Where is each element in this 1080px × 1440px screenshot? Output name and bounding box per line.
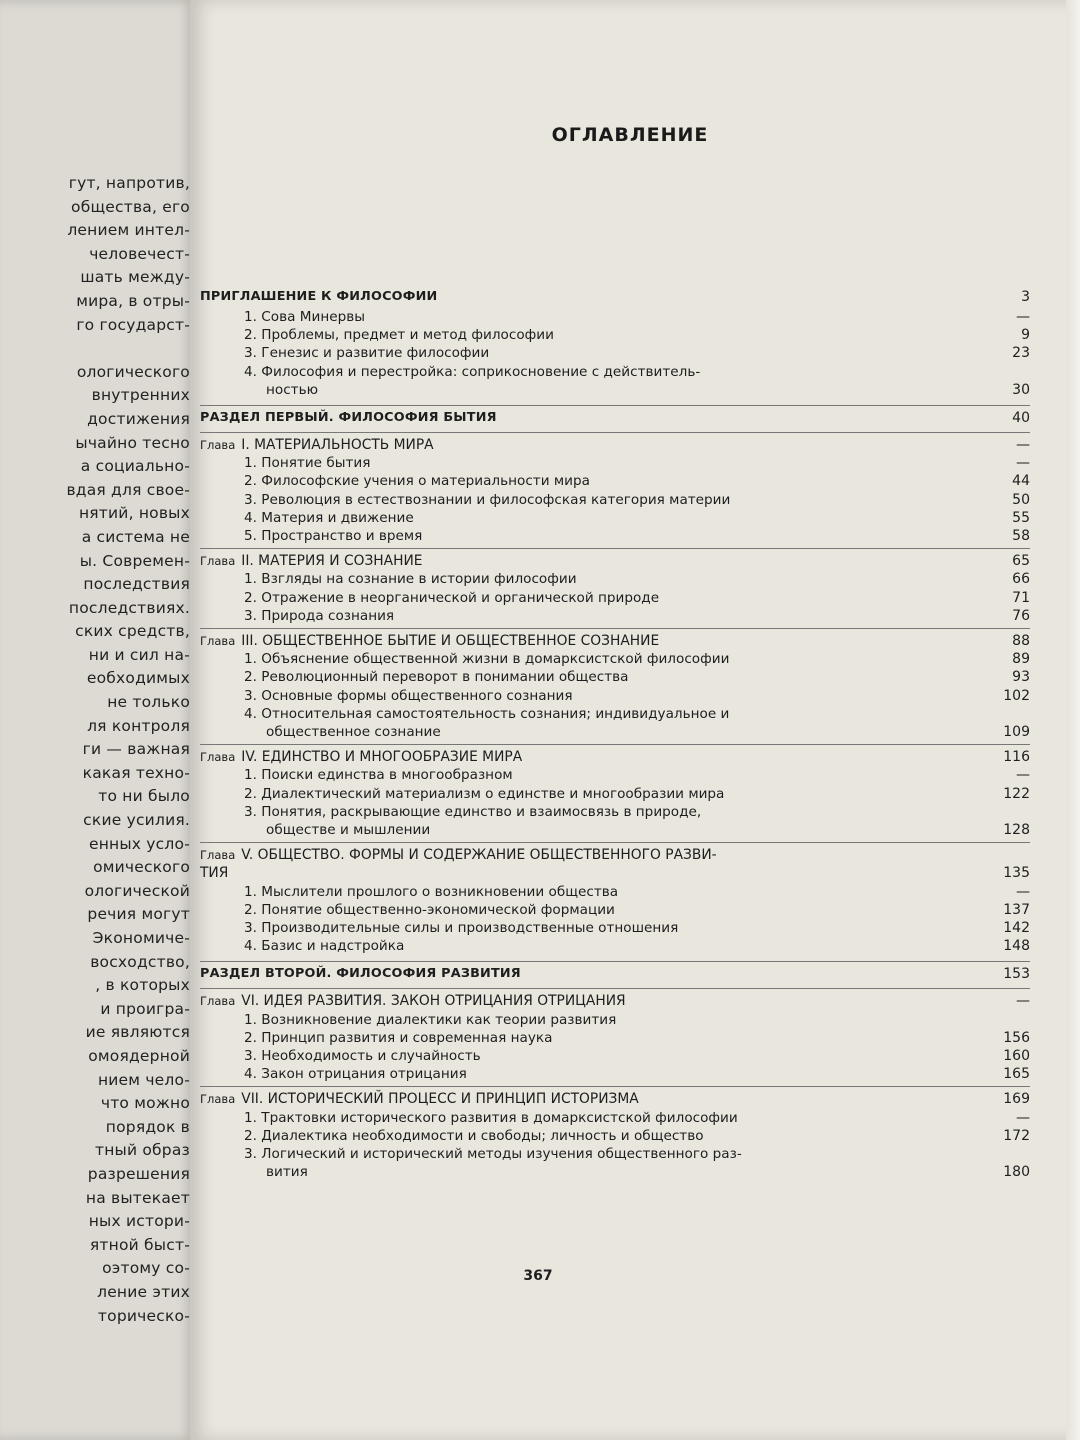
chapter-title-text: V. ОБЩЕСТВО. ФОРМЫ И СОДЕРЖАНИЕ ОБЩЕСТВЕННОГО РАЗВИ- (241, 847, 717, 864)
toc-page-number: 142 (1003, 920, 1030, 936)
left-page-line: внутренних (91, 386, 190, 405)
toc-entry-text: 1. Поиски единства в многообразном (244, 767, 513, 784)
toc-page-number: — (1016, 993, 1030, 1010)
toc-page-number: 128 (1003, 822, 1030, 838)
left-page-line: ские усилия. (83, 811, 190, 830)
left-page-line: разрешения (87, 1164, 190, 1183)
left-page-line (0, 337, 196, 361)
toc-part-row (200, 965, 1030, 983)
toc-section-row (200, 381, 1030, 399)
toc-section-row (200, 1163, 1030, 1181)
left-page-line: ских средств, (75, 622, 190, 641)
toc-page-number: — (1016, 1109, 1030, 1126)
toc-section-row (200, 527, 1030, 545)
right-page (190, 0, 1080, 1440)
toc-section-row (200, 937, 1030, 955)
toc-entry-text: 2. Проблемы, предмет и метод философии (244, 327, 554, 344)
toc-page-number: 148 (1003, 938, 1030, 955)
toc-entry-text: 1. Трактовки исторического развития в домарксистской философии (244, 1109, 738, 1126)
toc-entry-text: 3. Понятия, раскрывающие единство и взаимосвязь в природе, (244, 803, 702, 820)
page-number: 367 (523, 1268, 553, 1284)
left-page-line: ологической (84, 881, 190, 900)
toc-entry-text: ПРИГЛАШЕНИЕ К ФИЛОСОФИИ (200, 289, 438, 304)
left-page-line: последствиях. (68, 598, 190, 617)
left-page-line: восходство, (90, 952, 190, 971)
toc-chapter-row (200, 864, 1030, 882)
toc-entry-text: общественное сознание (266, 724, 441, 740)
left-page-line: нием чело- (97, 1070, 190, 1089)
page-edge (1066, 0, 1080, 1440)
toc-entry-text: 1. Взгляды на сознание в истории философии (244, 571, 577, 588)
toc-entry-text: 3. Производительные силы и производственные отношения (244, 920, 679, 936)
toc-page-number: — (1016, 883, 1030, 900)
left-page-line: торическо- (97, 1306, 190, 1325)
toc-entry-text: 4. Относительная самостоятельность сознания; индивидуальное и (244, 705, 730, 722)
toc-page-number: 172 (1003, 1127, 1030, 1144)
toc-page-number: 109 (1003, 724, 1030, 740)
left-page-text (0, 172, 196, 1328)
toc-section-row (200, 454, 1030, 472)
toc-page-number: — (1016, 437, 1030, 453)
toc-page-number: 58 (1012, 528, 1030, 544)
toc-entry-text: 2. Философские учения о материальности мира (244, 473, 590, 490)
toc-entry-text: РАЗДЕЛ ВТОРОЙ. ФИЛОСОФИЯ РАЗВИТИЯ (200, 966, 521, 982)
toc-page-number: 55 (1012, 509, 1030, 526)
toc-chapter-title (200, 846, 717, 864)
left-page-line: на вытекает (85, 1188, 190, 1207)
toc-section-row (200, 668, 1030, 686)
chapter-prefix: Глава (200, 634, 236, 648)
toc-page-number: 50 (1012, 491, 1030, 508)
toc-entry-text: 3. Логический и исторический методы изучения общественного раз- (244, 1146, 742, 1162)
toc-entry-text: 3. Генезис и развитие философии (244, 345, 490, 362)
left-page-line: лением интел- (67, 221, 190, 240)
toc-page-number: 65 (1012, 553, 1030, 570)
toc-separator (200, 988, 1030, 989)
left-page-line: речия могут (87, 905, 190, 924)
toc-entry-text: вития (266, 1164, 308, 1181)
toc-separator (200, 961, 1030, 962)
toc-section-row (200, 650, 1030, 668)
left-page-line: ятной быст- (89, 1235, 190, 1254)
toc-section-row (200, 883, 1030, 901)
toc-page-number: 137 (1003, 901, 1030, 918)
toc-section-row (200, 509, 1030, 527)
left-page-line: ля контроля (87, 716, 190, 735)
toc-page-number: 169 (1003, 1091, 1030, 1108)
toc-section-row (200, 919, 1030, 937)
toc-entry-text: 2. Принцип развития и современная наука (244, 1029, 553, 1046)
toc-page-number: 40 (1012, 410, 1030, 426)
chapter-prefix: Глава (200, 554, 236, 569)
toc-page-number: 165 (1003, 1066, 1030, 1083)
toc-separator (200, 432, 1030, 433)
toc-separator (200, 628, 1030, 629)
toc-chapter-row (200, 1090, 1030, 1108)
toc-section-row (200, 472, 1030, 490)
left-page-line: что можно (100, 1094, 190, 1113)
toc-section-row (200, 607, 1030, 625)
toc-entry-text: 2. Понятие общественно-экономической формации (244, 901, 615, 918)
toc-section-row (200, 363, 1030, 381)
left-page-line: ычайно тесно (75, 433, 190, 452)
toc-page-number: 44 (1012, 473, 1030, 490)
toc-page-number: 3 (1021, 289, 1030, 305)
left-page-line: еобходимых (86, 669, 190, 688)
toc-chapter-title (200, 552, 423, 570)
toc-section-row (200, 589, 1030, 607)
chapter-title-text: VII. ИСТОРИЧЕСКИЙ ПРОЦЕСС И ПРИНЦИП ИСТОРИЗМА (241, 1091, 639, 1108)
chapter-title-text: III. ОБЩЕСТВЕННОЕ БЫТИЕ И ОБЩЕСТВЕННОЕ СОЗНАНИЕ (241, 633, 660, 649)
toc-chapter-row (200, 992, 1030, 1010)
toc-entry-text: 4. Философия и перестройка: соприкосновение с действитель- (244, 363, 701, 380)
left-page-line: мира, в отры- (76, 291, 190, 310)
toc-entry-text: ТИЯ (200, 865, 229, 882)
chapter-prefix: Глава (200, 438, 236, 452)
left-page-line: а социально- (80, 457, 190, 476)
left-page-line: ги — важная (82, 740, 190, 759)
toc-part-row (200, 288, 1030, 306)
left-page-line: нятий, новых (78, 504, 190, 523)
toc-entry-text: 3. Основные формы общественного сознания (244, 687, 573, 704)
toc-title: ОГЛАВЛЕНИЕ (551, 124, 709, 146)
toc-chapter-row (200, 846, 1030, 864)
toc-separator (200, 548, 1030, 549)
chapter-title-text: IV. ЕДИНСТВО И МНОГООБРАЗИЕ МИРА (241, 749, 523, 766)
left-page-line: оэтому со- (102, 1259, 190, 1278)
toc-entry-text: 5. Пространство и время (244, 528, 423, 544)
left-page-line: человечест- (89, 244, 190, 263)
left-page-line: вдая для свое- (66, 480, 190, 499)
toc-part-row (200, 409, 1030, 427)
toc-page-number: 89 (1012, 651, 1030, 668)
toc-entry-text: 3. Революция в естествознании и философская категория материи (244, 491, 731, 508)
toc-entry-text: 4. Базис и надстройка (244, 938, 405, 955)
left-page-line: ни и сил на- (88, 645, 190, 664)
toc-section-row (200, 326, 1030, 344)
toc-section-row (200, 1029, 1030, 1047)
toc-section-row (200, 723, 1030, 741)
toc-chapter-row (200, 436, 1030, 454)
toc-chapter-row (200, 632, 1030, 650)
left-page-line: ологического (76, 362, 190, 381)
left-page-line: общества, его (71, 197, 190, 216)
left-page (0, 0, 196, 1440)
chapter-title-text: II. МАТЕРИЯ И СОЗНАНИЕ (241, 553, 423, 570)
toc-entry-text: 1. Объяснение общественной жизни в домарксистской философии (244, 651, 730, 668)
toc-chapter-title (200, 1090, 639, 1108)
toc-page-number: — (1016, 309, 1030, 325)
toc-section-row (200, 687, 1030, 705)
toc-entry-text: РАЗДЕЛ ПЕРВЫЙ. ФИЛОСОФИЯ БЫТИЯ (200, 410, 497, 425)
left-page-line: омоядерной (88, 1046, 190, 1065)
toc-separator (200, 744, 1030, 745)
left-page-line: го государст- (76, 315, 190, 334)
toc-page-number: 93 (1012, 669, 1030, 686)
left-page-line: ных истори- (88, 1212, 190, 1231)
left-page-line: порядок в (105, 1117, 190, 1136)
toc-page-number: 122 (1003, 785, 1030, 802)
left-page-line: ление этих (97, 1282, 190, 1301)
toc-entry-text: 1. Понятие бытия (244, 455, 371, 472)
toc-entry-text: обществе и мышлении (266, 822, 431, 838)
toc-chapter-title (200, 748, 522, 766)
toc-section-row (200, 491, 1030, 509)
chapter-title-text: VI. ИДЕЯ РАЗВИТИЯ. ЗАКОН ОТРИЦАНИЯ ОТРИЦАНИЯ (241, 993, 626, 1010)
left-page-line: омического (93, 858, 190, 877)
toc-entry-text: ностью (266, 381, 319, 398)
left-page-line: , в которых (95, 976, 190, 995)
toc-page-number: — (1016, 767, 1030, 784)
toc-entry-text: 1. Мыслители прошлого о возникновении общества (244, 883, 619, 900)
toc-chapter-row (200, 748, 1030, 766)
toc-section-row (200, 821, 1030, 839)
toc-page-number: — (1016, 455, 1030, 472)
toc-page-number: 156 (1003, 1029, 1030, 1046)
toc-section-row (200, 901, 1030, 919)
toc-page-number: 88 (1012, 633, 1030, 649)
toc-separator (200, 1086, 1030, 1087)
left-page-line: и проигра- (100, 999, 190, 1018)
toc-section-row (200, 803, 1030, 821)
toc-section-row (200, 785, 1030, 803)
left-page-line: шать между- (80, 268, 190, 287)
toc-chapter-title (200, 436, 434, 454)
toc-entry-text: 3. Необходимость и случайность (244, 1048, 481, 1064)
toc-page-number: 76 (1012, 607, 1030, 624)
chapter-prefix: Глава (200, 1092, 236, 1107)
toc-entry-text: 2. Революционный переворот в понимании общества (244, 669, 629, 686)
toc-section-row (200, 766, 1030, 784)
chapter-prefix: Глава (200, 848, 236, 863)
toc-chapter-row (200, 552, 1030, 570)
toc-page-number: 160 (1003, 1048, 1030, 1064)
toc-entry-text: 2. Диалектический материализм о единстве и многообразии мира (244, 785, 725, 802)
left-page-line: какая техно- (82, 763, 190, 782)
left-page-line: енных усло- (88, 834, 190, 853)
toc-separator (200, 842, 1030, 843)
toc-entry-text: 4. Закон отрицания отрицания (244, 1066, 467, 1083)
toc-page-number: 153 (1003, 966, 1030, 983)
toc-section-row (200, 570, 1030, 588)
left-page-line: тный образ (94, 1141, 190, 1160)
toc-section-row (200, 344, 1030, 362)
toc-section-row (200, 705, 1030, 723)
toc-page-number: 180 (1003, 1164, 1030, 1181)
toc-chapter-title (200, 992, 626, 1010)
toc-entry-text: 3. Природа сознания (244, 607, 395, 624)
left-page-line: гут, напротив, (68, 174, 190, 192)
toc-section-row (200, 1127, 1030, 1145)
toc-entry-text: 4. Материя и движение (244, 509, 414, 526)
toc-page-number: 30 (1012, 381, 1030, 398)
toc-page-number: 23 (1012, 345, 1030, 362)
left-page-line: а система не (81, 527, 190, 546)
toc-page-number: 116 (1003, 749, 1030, 766)
chapter-prefix: Глава (200, 994, 236, 1009)
left-page-line: последствия (83, 575, 190, 594)
toc-section-row (200, 1047, 1030, 1065)
toc-page-number: 9 (1021, 327, 1030, 344)
toc-section-row (200, 1109, 1030, 1127)
toc-entry-text: 2. Отражение в неорганической и органической природе (244, 589, 660, 606)
left-page-line: то ни было (98, 787, 190, 806)
toc-page-number: 71 (1012, 589, 1030, 606)
toc-section-row (200, 1065, 1030, 1083)
toc-entry-text: 2. Диалектика необходимости и свободы; личность и общество (244, 1127, 704, 1144)
toc-entry-text: 1. Возникновение диалектики как теории развития (244, 1011, 617, 1028)
left-page-line: не только (107, 693, 190, 712)
toc-section-row (200, 1011, 1030, 1029)
chapter-title-text: I. МАТЕРИАЛЬНОСТЬ МИРА (241, 437, 434, 453)
toc-section-row (200, 308, 1030, 326)
toc-separator (200, 405, 1030, 406)
left-page-line: достижения (87, 409, 190, 428)
toc-entry-text: 1. Сова Минервы (244, 309, 365, 325)
toc-page-number: 102 (1003, 687, 1030, 704)
left-page-line: ы. Современ- (79, 551, 190, 570)
toc-section-row (200, 1145, 1030, 1163)
toc-chapter-title (200, 632, 659, 650)
left-page-line: Экономиче- (92, 929, 190, 947)
toc-page-number: 135 (1003, 865, 1030, 882)
left-page-line: ие являются (85, 1023, 190, 1042)
chapter-prefix: Глава (200, 750, 236, 765)
toc-page-number: 66 (1012, 571, 1030, 588)
